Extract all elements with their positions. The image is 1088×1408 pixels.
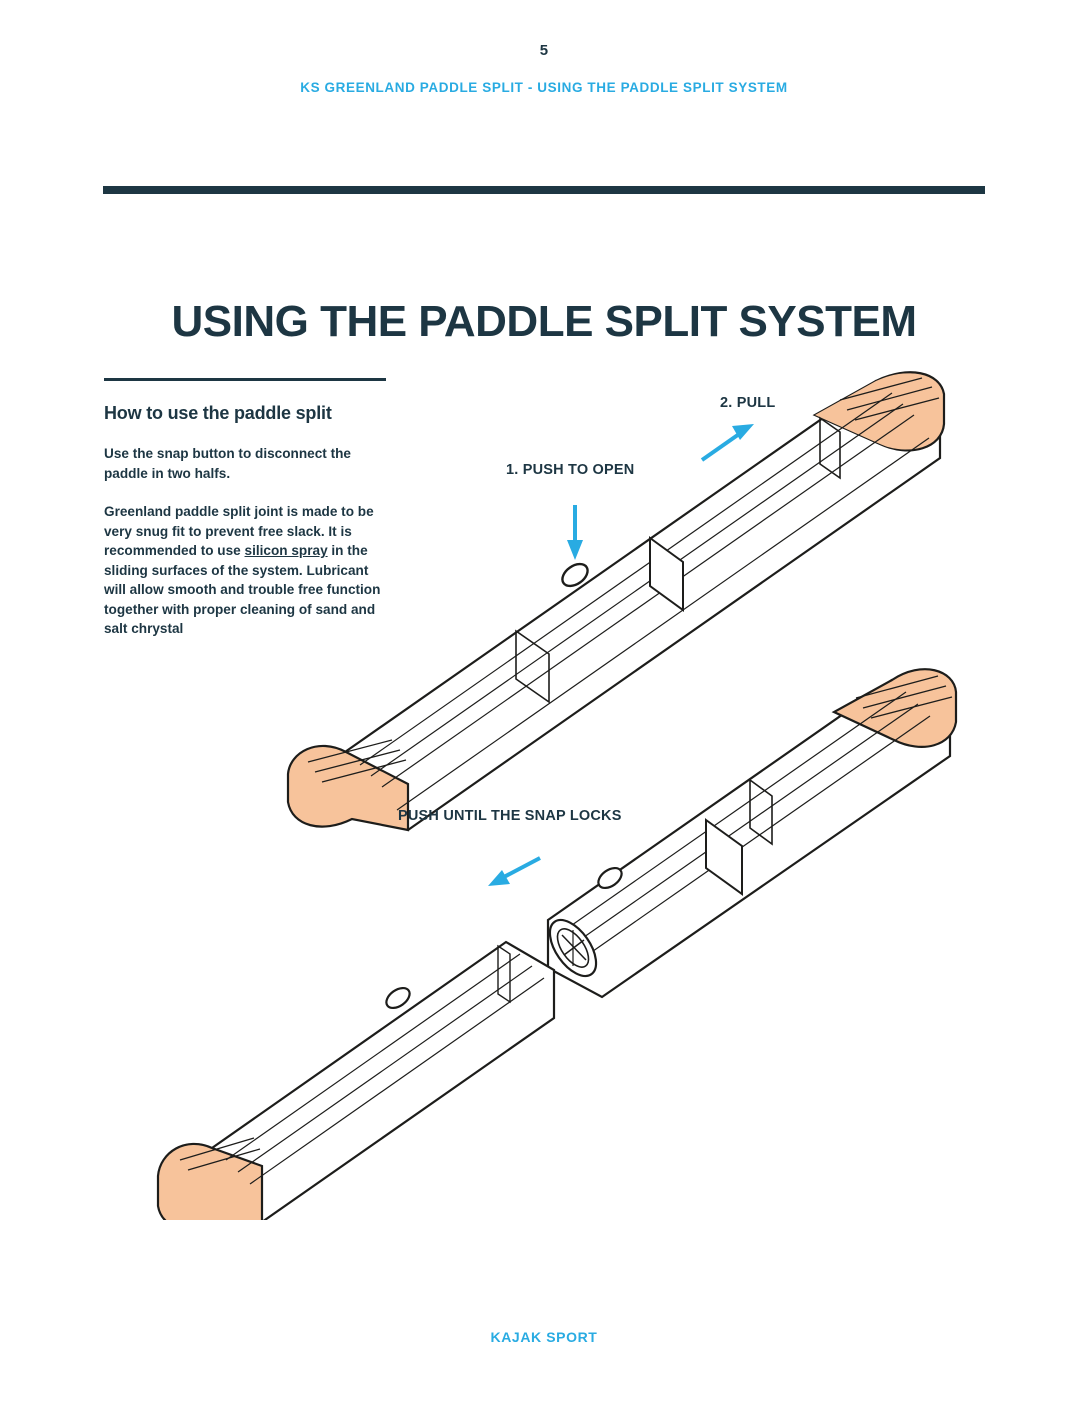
section-subheading: How to use the paddle split <box>104 403 332 423</box>
header-divider <box>103 186 985 194</box>
paddle-split-illustration <box>150 360 990 1220</box>
footer-brand: KAJAK SPORT <box>490 1329 598 1345</box>
illustration-svg <box>150 360 990 1220</box>
pull-arrow <box>702 424 754 460</box>
shaft-edge-line <box>574 704 918 944</box>
bottom-paddle-assembly <box>158 669 956 1220</box>
shaft-edge-line <box>360 393 892 765</box>
page-number: 5 <box>539 42 549 59</box>
shaft-edge-line <box>586 716 930 956</box>
paragraph-intro: Use the snap button to disconnect the paddle in two halfs. <box>104 446 351 481</box>
page-title: USING THE PADDLE SPLIT SYSTEM <box>171 297 917 347</box>
shaft-edge-line <box>250 978 544 1184</box>
push-to-open-arrow <box>567 505 583 560</box>
push-until-snap-arrow <box>488 858 540 886</box>
running-head: KS GREENLAND PADDLE SPLIT - USING THE PADDLE SPLIT SYSTEM <box>300 80 788 95</box>
paragraph-maintenance-part2: in the sliding surfaces of the system. Lubricant will allow smooth and trouble free function together with proper cleaning of sand and salt chrystal <box>104 543 381 636</box>
bottom-left-shaft <box>212 942 554 1220</box>
snap-button <box>383 984 413 1012</box>
shaft-edge-line <box>238 966 532 1172</box>
silicon-spray-link[interactable]: silicon spray <box>244 543 328 558</box>
callout-pull: 2. PULL <box>720 395 776 411</box>
paragraph-maintenance-part1: Greenland paddle split joint is made to be very snug fit to prevent free slack. It is recommended to use <box>104 504 374 558</box>
callout-push-to-open: 1. PUSH TO OPEN <box>506 462 635 478</box>
callout-push-until-snap-locks: PUSH UNTIL THE SNAP LOCKS <box>398 808 622 824</box>
shaft-edge-line <box>371 404 903 776</box>
